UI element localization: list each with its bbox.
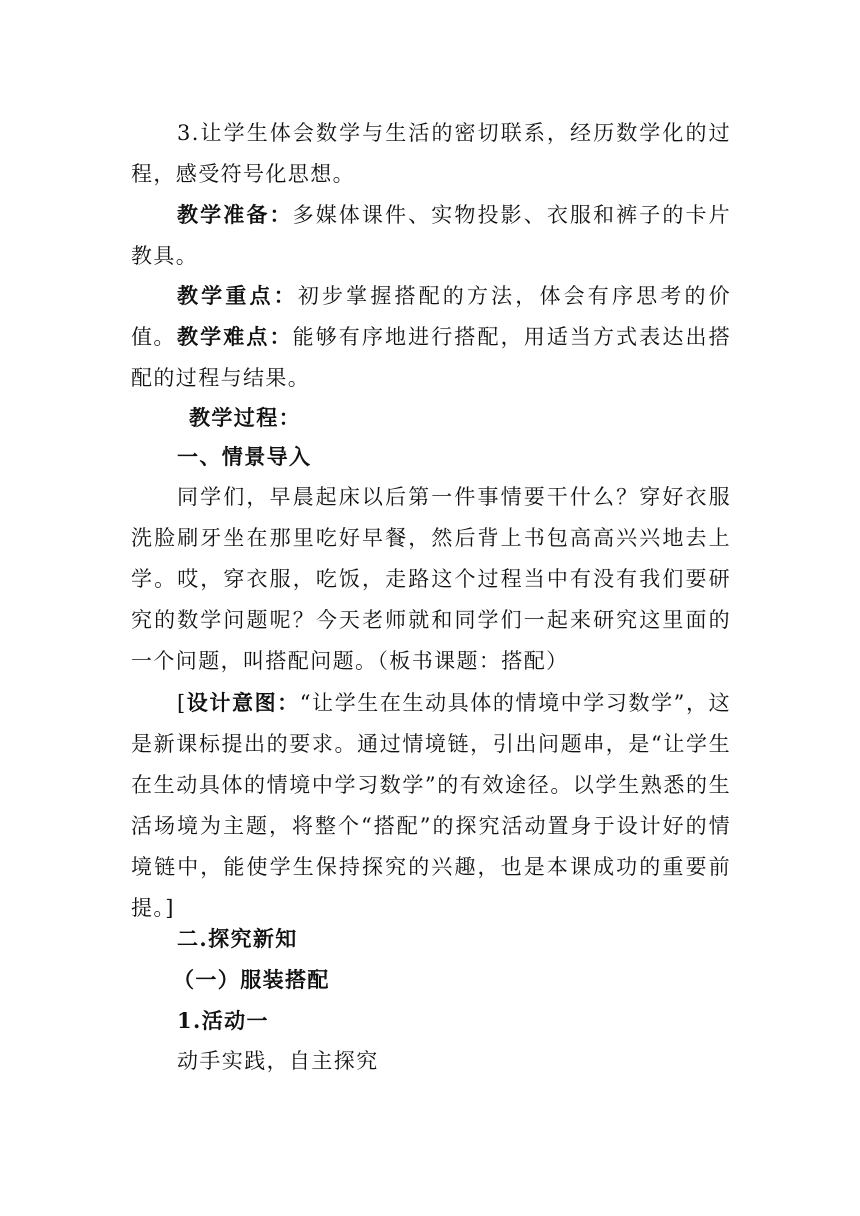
difficulty-text: 能够有序地进行搭配，用适当方式表达出搭配的过程与结果。 [131, 325, 732, 390]
preparation-text: 多媒体课件、实物投影、衣服和裤子的卡片教具。 [131, 203, 732, 268]
key-point-label: 教学重点： [177, 283, 298, 308]
preparation-label: 教学准备： [177, 202, 293, 227]
section-1-text: 同学们，早晨起床以后第一件事情要干什么？穿好衣服洗脸刷牙坐在那里吃好早餐，然后背上书包高高兴兴地去上学。哎，穿衣服，吃饭，走路这个过程当中有没有我们要研究的数学问题呢？今天老师就和同学们一起来研究这里面的一个问题，叫搭配问题。（板书课题：搭配） [131, 485, 731, 673]
teaching-preparation [131, 194, 731, 277]
design-intent-bracket: [ [177, 691, 187, 715]
activity-1-heading: 1.活动一 [177, 1008, 269, 1033]
section-1-heading: 一、情景导入 [177, 444, 312, 469]
objective-3-text: 3.让学生体会数学与生活的密切联系，经历数学化的过程，感受符号化思想。 [131, 121, 731, 186]
difficulty-label: 教学难点： [177, 324, 293, 349]
objective-3 [131, 113, 731, 195]
key-point-text: 初步掌握搭配的方法，体会有序思考的价值。 [131, 284, 732, 349]
activity-1-text: 动手实践，自主探究 [177, 1049, 379, 1073]
section-1-paragraph [131, 477, 731, 682]
subsection-1-heading: （一）服装搭配 [173, 967, 330, 992]
design-intent-text: “让学生在生动具体的情境中学习数学”，这是新课标提出的要求。通过情境链，引出问题串，是“让学生在生动具体的情境中学习数学”的有效途径。以学生熟悉的生活场境为主题，将整个“搭配”的探究活动置身于设计好的情境链中，能使学生保持探究的兴趣，也是本课成功的重要前提。] [131, 691, 731, 920]
teaching-difficulty [131, 316, 731, 399]
design-intent-label: 设计意图： [186, 690, 300, 715]
process-heading: 教学过程： [189, 405, 301, 430]
design-intent-paragraph [131, 682, 731, 929]
section-2-heading: 二.探究新知 [177, 926, 298, 951]
